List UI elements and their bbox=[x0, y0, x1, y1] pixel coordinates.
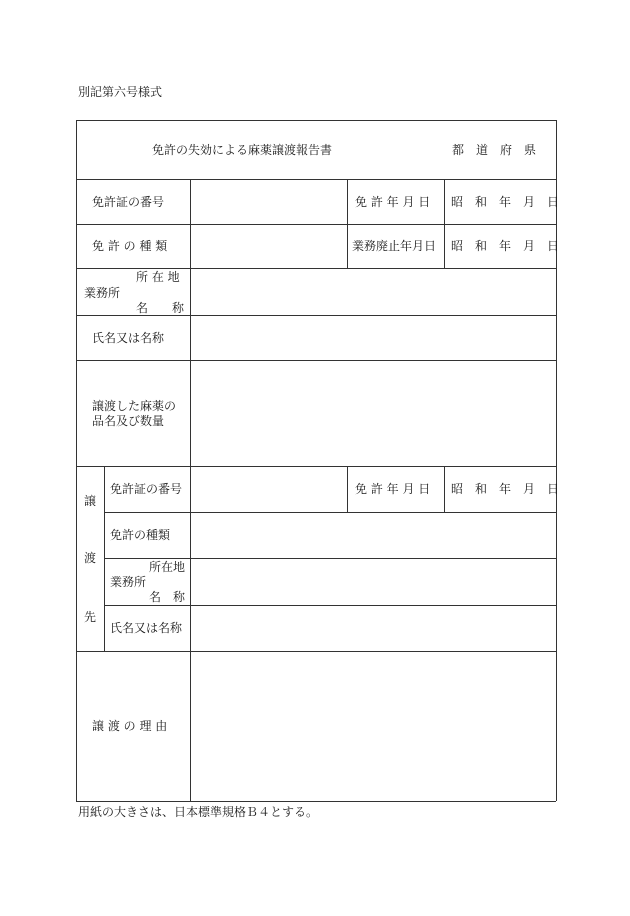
label-column-rule bbox=[190, 179, 191, 801]
rule bbox=[444, 179, 445, 224]
license-type-label: 免 許 の 種 類 bbox=[92, 239, 168, 253]
rule bbox=[444, 224, 445, 268]
office-name-label: 名 称 bbox=[136, 301, 185, 315]
rule bbox=[104, 605, 556, 606]
border-bottom bbox=[76, 801, 556, 802]
rule bbox=[76, 268, 556, 269]
recipient-office-label: 業務所 bbox=[110, 575, 147, 589]
rule bbox=[104, 512, 556, 513]
rule bbox=[347, 179, 348, 224]
recipient-person-name-label: 氏名又は名称 bbox=[110, 621, 183, 635]
recipient-column-rule bbox=[104, 466, 105, 651]
license-date-label: 免 許 年 月 日 bbox=[355, 195, 431, 209]
person-name-label: 氏名又は名称 bbox=[92, 331, 165, 345]
closure-date-label: 業務廃止年月日 bbox=[352, 239, 437, 253]
rule bbox=[347, 466, 348, 512]
rule bbox=[347, 224, 348, 268]
recipient-license-date-value: 昭 和 年 月 日 bbox=[451, 482, 560, 496]
rule bbox=[104, 558, 556, 559]
office-label: 業務所 bbox=[84, 286, 121, 300]
closure-date-value: 昭 和 年 月 日 bbox=[451, 239, 560, 253]
rule bbox=[76, 651, 556, 652]
recipient-side-char: 譲 bbox=[84, 494, 97, 508]
form-title: 免許の失効による麻薬譲渡報告書 bbox=[152, 143, 333, 157]
rule bbox=[76, 466, 556, 467]
recipient-side-char: 渡 bbox=[84, 551, 97, 565]
recipient-license-date-label: 免 許 年 月 日 bbox=[355, 482, 431, 496]
rule bbox=[76, 315, 556, 316]
border-top bbox=[76, 120, 556, 121]
rule bbox=[76, 224, 556, 225]
prefecture-label: 都 道 府 県 bbox=[452, 143, 537, 157]
border-left bbox=[76, 120, 77, 801]
reason-label: 譲 渡 の 理 由 bbox=[92, 719, 168, 733]
rule bbox=[76, 179, 556, 180]
rule bbox=[444, 466, 445, 512]
border-right bbox=[556, 120, 557, 801]
drug-label-line2: 品名及び数量 bbox=[92, 414, 165, 428]
rule bbox=[76, 360, 556, 361]
recipient-license-number-label: 免許証の番号 bbox=[110, 482, 183, 496]
recipient-side-char: 先 bbox=[84, 610, 97, 624]
license-number-label: 免許証の番号 bbox=[92, 195, 165, 209]
recipient-name-label: 名 称 bbox=[149, 590, 186, 604]
drug-label-line1: 譲渡した麻薬の bbox=[92, 399, 177, 413]
office-address-label: 所 在 地 bbox=[136, 270, 180, 284]
recipient-license-type-label: 免許の種類 bbox=[110, 528, 171, 542]
form-label: 別記第六号様式 bbox=[78, 85, 163, 99]
paper-size-note: 用紙の大きさは、日本標準規格Ｂ４とする。 bbox=[78, 805, 319, 819]
license-date-value: 昭 和 年 月 日 bbox=[451, 195, 560, 209]
recipient-address-label: 所在地 bbox=[149, 560, 186, 574]
